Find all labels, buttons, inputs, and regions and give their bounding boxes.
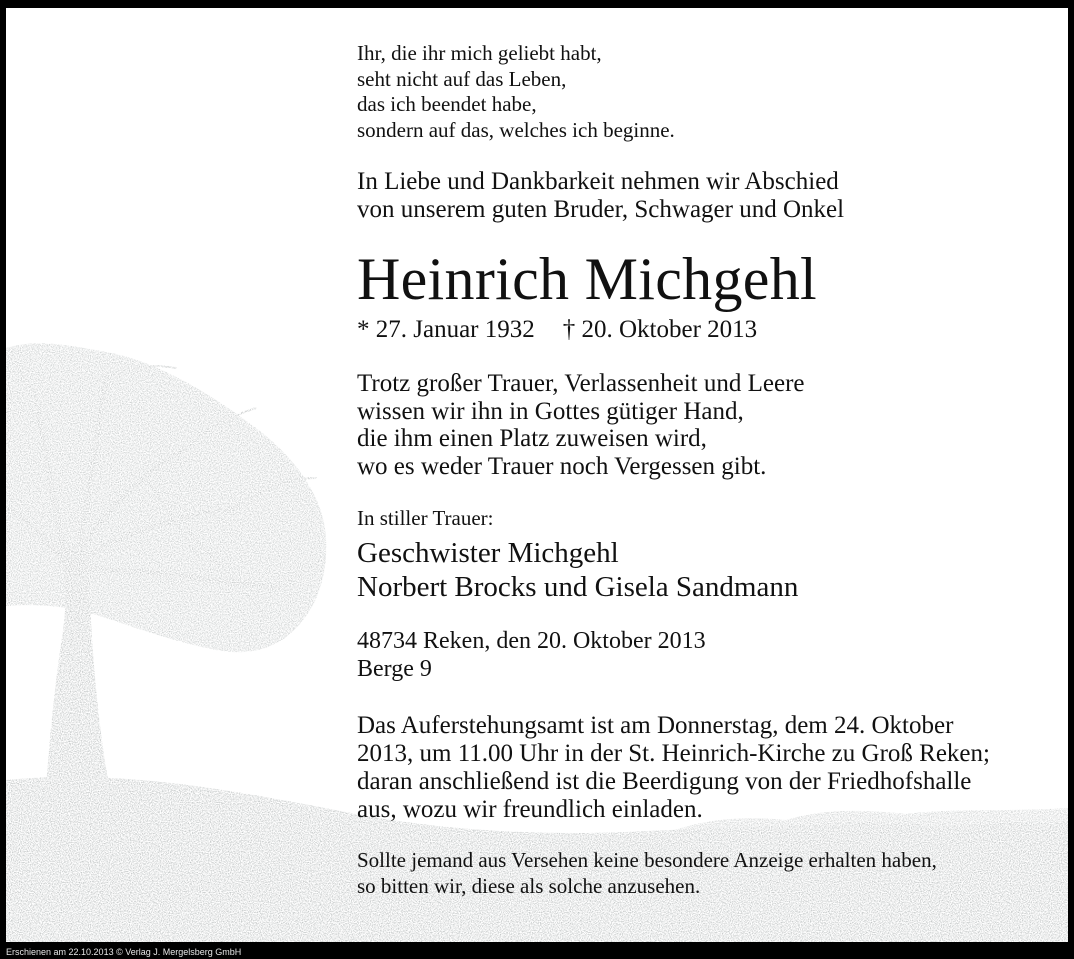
poem-line: seht nicht auf das Leben, [357, 66, 567, 91]
comfort-line: Trotz großer Trauer, Verlassenheit und Leere [357, 370, 805, 397]
service-line: daran anschließend ist die Beerdigung von der Friedhofshalle [357, 768, 972, 795]
farewell-intro [357, 168, 844, 223]
mourner-entry: Geschwister Michgehl [357, 537, 619, 569]
service-line: 2013, um 11.00 Uhr in der St. Heinrich-Kirche zu Groß Reken; [357, 740, 990, 767]
poem-line: das ich beendet habe, [357, 92, 537, 116]
publication-credit: Erschienen am 22.10.2013 © Verlag J. Mergelsberg GmbH [6, 947, 242, 957]
poem-line: Ihr, die ihr mich geliebt habt, [357, 41, 602, 65]
address-line: Berge 9 [357, 656, 432, 682]
birth-date: * 27. Januar 1932 [357, 316, 535, 343]
notice [357, 848, 937, 899]
mourner-entry: Norbert Brocks und Gisela Sandmann [357, 571, 799, 603]
deceased-name: Heinrich Michgehl [357, 246, 817, 312]
intro-line: In Liebe und Dankbarkeit nehmen wir Abschied [357, 168, 839, 195]
poem-line: sondern auf das, welches ich beginne. [357, 117, 675, 142]
service-line: Das Auferstehungsamt ist am Donnerstag, dem 24. Oktober [357, 712, 954, 739]
comfort-verse [357, 370, 805, 480]
mourners-label: In stiller Trauer: [357, 506, 494, 530]
notice-line: so bitten wir, diese als solche anzusehen. [357, 873, 701, 898]
life-dates [357, 315, 757, 345]
address-line: 48734 Reken, den 20. Oktober 2013 [357, 628, 706, 654]
address [357, 627, 706, 683]
funeral-service-info [357, 712, 990, 824]
service-line: aus, wozu wir freundlich einladen. [357, 796, 703, 823]
intro-line: von unserem guten Bruder, Schwager und Onkel [357, 195, 845, 223]
death-date: † 20. Oktober 2013 [562, 316, 758, 343]
comfort-line: wissen wir ihn in Gottes gütiger Hand, [357, 397, 744, 425]
obituary-card [6, 8, 1068, 942]
notice-line: Sollte jemand aus Versehen keine besondere Anzeige erhalten haben, [357, 848, 937, 872]
poem [357, 41, 675, 143]
comfort-line: wo es weder Trauer noch Vergessen gibt. [357, 452, 767, 480]
mourners-list [357, 536, 798, 604]
comfort-line: die ihm einen Platz zuweisen wird, [357, 425, 707, 452]
